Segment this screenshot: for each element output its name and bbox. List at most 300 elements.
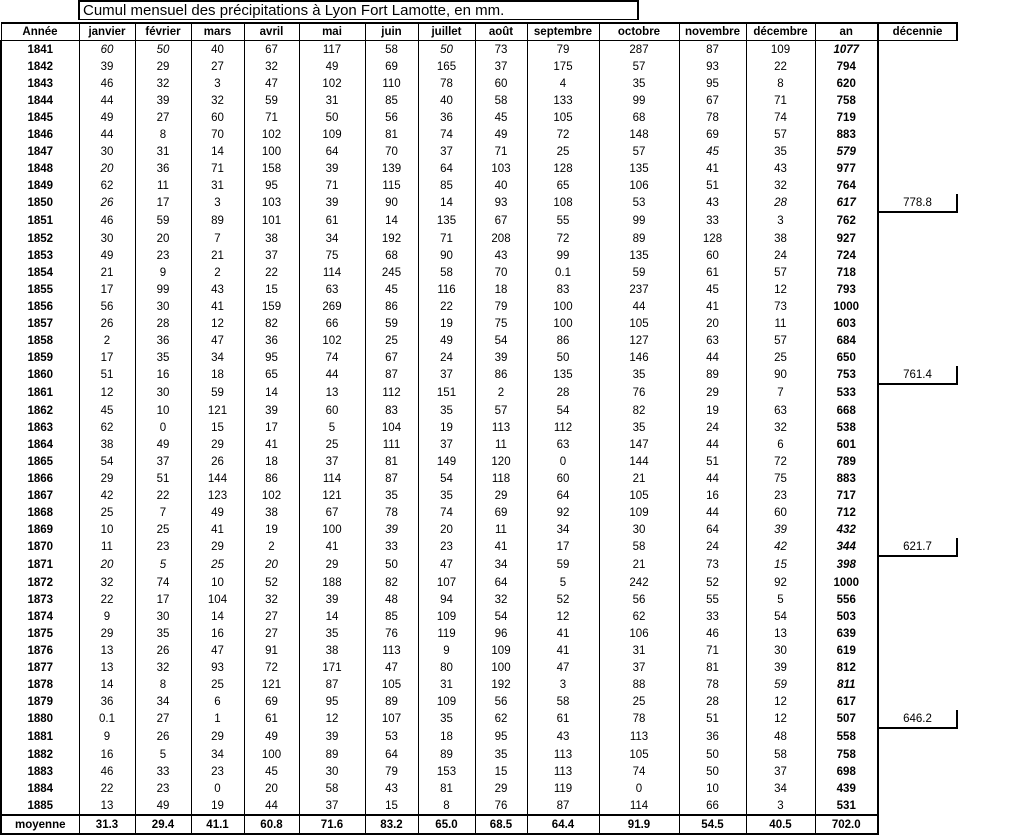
value-cell: 63: [746, 402, 815, 419]
annual-total-cell: 762: [815, 212, 878, 230]
value-cell: 11: [135, 177, 191, 194]
value-cell: 87: [679, 41, 746, 59]
value-cell: 18: [244, 453, 299, 470]
value-cell: 100: [527, 315, 599, 332]
annual-total-cell: 579: [815, 143, 878, 160]
year-cell: 1870: [1, 538, 79, 556]
value-cell: 64: [299, 143, 365, 160]
value-cell: 63: [527, 436, 599, 453]
value-cell: 61: [299, 212, 365, 230]
value-cell: 34: [527, 521, 599, 538]
value-cell: 70: [191, 126, 244, 143]
value-cell: 89: [418, 746, 475, 763]
value-cell: 8: [135, 676, 191, 693]
decade-average-cell: [878, 160, 957, 177]
value-cell: 38: [244, 504, 299, 521]
value-cell: 31: [599, 642, 679, 659]
value-cell: 287: [599, 41, 679, 59]
value-cell: 17: [135, 194, 191, 212]
table-row: [1, 298, 957, 315]
annual-total-cell: 619: [815, 642, 878, 659]
value-cell: 45: [475, 109, 527, 126]
value-cell: 37: [418, 436, 475, 453]
value-cell: 58: [365, 41, 418, 59]
value-cell: 39: [299, 194, 365, 212]
value-cell: 1: [191, 710, 244, 728]
value-cell: 60: [527, 470, 599, 487]
table-row: [1, 109, 957, 126]
annual-total-cell: 620: [815, 75, 878, 92]
table-row: [1, 75, 957, 92]
annual-total-cell: 753: [815, 366, 878, 384]
value-cell: 51: [679, 710, 746, 728]
value-cell: 45: [79, 402, 135, 419]
value-cell: 39: [746, 659, 815, 676]
value-cell: 109: [418, 693, 475, 710]
value-cell: 104: [365, 419, 418, 436]
column-header: mars: [191, 23, 244, 41]
value-cell: 59: [244, 92, 299, 109]
value-cell: 41: [679, 298, 746, 315]
decade-average-cell: [878, 332, 957, 349]
value-cell: 25: [79, 504, 135, 521]
value-cell: 26: [79, 315, 135, 332]
annual-total-cell: 712: [815, 504, 878, 521]
table-row: [1, 746, 957, 763]
value-cell: 61: [679, 264, 746, 281]
value-cell: 35: [135, 625, 191, 642]
value-cell: 118: [475, 470, 527, 487]
value-cell: 32: [475, 591, 527, 608]
value-cell: 52: [679, 574, 746, 591]
value-cell: 2: [244, 538, 299, 556]
value-cell: 14: [79, 676, 135, 693]
value-cell: 24: [418, 349, 475, 366]
year-cell: 1861: [1, 384, 79, 402]
annual-total-cell: 719: [815, 109, 878, 126]
value-cell: 21: [79, 264, 135, 281]
value-cell: 46: [79, 75, 135, 92]
value-cell: 175: [527, 58, 599, 75]
value-cell: 47: [191, 642, 244, 659]
value-cell: 58: [527, 693, 599, 710]
value-cell: 17: [79, 349, 135, 366]
value-cell: 112: [365, 384, 418, 402]
value-cell: 0: [191, 780, 244, 797]
table-row: [1, 710, 957, 728]
value-cell: 9: [135, 264, 191, 281]
value-cell: 5: [527, 574, 599, 591]
value-cell: 87: [365, 470, 418, 487]
table-row: [1, 470, 957, 487]
value-cell: 31: [135, 143, 191, 160]
decade-average-cell: [878, 436, 957, 453]
average-value: 54.5: [679, 815, 746, 834]
year-cell: 1850: [1, 194, 79, 212]
value-cell: 37: [135, 453, 191, 470]
year-cell: 1844: [1, 92, 79, 109]
value-cell: 192: [475, 676, 527, 693]
value-cell: 62: [475, 710, 527, 728]
decade-average-cell: [878, 230, 957, 247]
average-value: 65.0: [418, 815, 475, 834]
value-cell: 106: [599, 625, 679, 642]
value-cell: 70: [365, 143, 418, 160]
value-cell: 90: [418, 247, 475, 264]
annual-total-cell: 724: [815, 247, 878, 264]
column-header: décembre: [746, 23, 815, 41]
value-cell: 102: [244, 126, 299, 143]
value-cell: 49: [79, 109, 135, 126]
value-cell: 30: [746, 642, 815, 659]
decade-average-cell: [878, 109, 957, 126]
value-cell: 23: [191, 763, 244, 780]
annual-total-cell: 927: [815, 230, 878, 247]
average-value: 91.9: [599, 815, 679, 834]
value-cell: 75: [475, 315, 527, 332]
decade-average-cell: [878, 247, 957, 264]
value-cell: 41: [527, 642, 599, 659]
value-cell: 13: [746, 625, 815, 642]
annual-total-cell: 793: [815, 281, 878, 298]
value-cell: 32: [191, 92, 244, 109]
value-cell: 37: [244, 247, 299, 264]
value-cell: 100: [527, 298, 599, 315]
table-row: [1, 247, 957, 264]
value-cell: 50: [527, 349, 599, 366]
value-cell: 73: [679, 556, 746, 574]
value-cell: 19: [418, 419, 475, 436]
value-cell: 38: [79, 436, 135, 453]
value-cell: 10: [79, 521, 135, 538]
value-cell: 101: [244, 212, 299, 230]
value-cell: 107: [365, 710, 418, 728]
value-cell: 107: [418, 574, 475, 591]
annual-total-cell: 1000: [815, 574, 878, 591]
value-cell: 55: [679, 591, 746, 608]
value-cell: 39: [79, 58, 135, 75]
value-cell: 32: [79, 574, 135, 591]
value-cell: 62: [79, 419, 135, 436]
value-cell: 50: [135, 41, 191, 59]
value-cell: 113: [475, 419, 527, 436]
value-cell: 9: [418, 642, 475, 659]
value-cell: 41: [527, 625, 599, 642]
table-row: [1, 212, 957, 230]
table-row: [1, 453, 957, 470]
value-cell: 46: [679, 625, 746, 642]
value-cell: 60: [299, 402, 365, 419]
value-cell: 28: [527, 384, 599, 402]
value-cell: 8: [418, 797, 475, 815]
value-cell: 35: [135, 349, 191, 366]
table-row: [1, 194, 957, 212]
decade-average-cell: [878, 797, 957, 815]
value-cell: 82: [244, 315, 299, 332]
value-cell: 8: [746, 75, 815, 92]
value-cell: 11: [475, 436, 527, 453]
value-cell: 50: [679, 763, 746, 780]
value-cell: 15: [244, 281, 299, 298]
value-cell: 49: [79, 247, 135, 264]
year-cell: 1884: [1, 780, 79, 797]
annual-total-cell: 507: [815, 710, 878, 728]
value-cell: 42: [79, 487, 135, 504]
column-header: juillet: [418, 23, 475, 41]
value-cell: 76: [475, 797, 527, 815]
value-cell: 68: [365, 247, 418, 264]
value-cell: 153: [418, 763, 475, 780]
value-cell: 105: [365, 676, 418, 693]
value-cell: 0.1: [79, 710, 135, 728]
value-cell: 12: [191, 315, 244, 332]
column-header: janvier: [79, 23, 135, 41]
value-cell: 36: [135, 160, 191, 177]
decade-average-cell: [878, 591, 957, 608]
average-value: 29.4: [135, 815, 191, 834]
value-cell: 96: [475, 625, 527, 642]
decade-average-cell: [878, 212, 957, 230]
value-cell: 93: [475, 194, 527, 212]
value-cell: 11: [79, 538, 135, 556]
value-cell: 19: [191, 797, 244, 815]
annual-total-cell: 698: [815, 763, 878, 780]
annual-total-cell: 977: [815, 160, 878, 177]
value-cell: 57: [746, 264, 815, 281]
value-cell: 90: [365, 194, 418, 212]
year-cell: 1868: [1, 504, 79, 521]
value-cell: 26: [191, 453, 244, 470]
value-cell: 34: [475, 556, 527, 574]
value-cell: 121: [299, 487, 365, 504]
value-cell: 75: [299, 247, 365, 264]
value-cell: 43: [191, 281, 244, 298]
value-cell: 6: [191, 693, 244, 710]
value-cell: 40: [475, 177, 527, 194]
value-cell: 109: [299, 126, 365, 143]
value-cell: 106: [599, 177, 679, 194]
value-cell: 81: [365, 453, 418, 470]
table-row: [1, 230, 957, 247]
column-header: mai: [299, 23, 365, 41]
value-cell: 39: [244, 402, 299, 419]
value-cell: 15: [365, 797, 418, 815]
value-cell: 5: [135, 556, 191, 574]
value-cell: 38: [244, 230, 299, 247]
value-cell: 44: [299, 366, 365, 384]
value-cell: 82: [365, 574, 418, 591]
value-cell: 165: [418, 58, 475, 75]
value-cell: 54: [746, 608, 815, 625]
value-cell: 52: [244, 574, 299, 591]
value-cell: 25: [365, 332, 418, 349]
value-cell: 112: [527, 419, 599, 436]
value-cell: 13: [79, 659, 135, 676]
value-cell: 41: [679, 160, 746, 177]
annual-total-cell: 794: [815, 58, 878, 75]
value-cell: 43: [527, 728, 599, 746]
table-row: [1, 574, 957, 591]
year-cell: 1863: [1, 419, 79, 436]
value-cell: 10: [191, 574, 244, 591]
decade-average-cell: [878, 746, 957, 763]
table-row: [1, 591, 957, 608]
value-cell: 53: [599, 194, 679, 212]
decade-average-cell: 761.4: [878, 366, 957, 384]
value-cell: 59: [599, 264, 679, 281]
year-cell: 1872: [1, 574, 79, 591]
value-cell: 60: [679, 247, 746, 264]
value-cell: 16: [79, 746, 135, 763]
value-cell: 117: [299, 41, 365, 59]
value-cell: 74: [418, 126, 475, 143]
table-row: [1, 728, 957, 746]
value-cell: 55: [527, 212, 599, 230]
value-cell: 13: [299, 384, 365, 402]
value-cell: 99: [599, 92, 679, 109]
value-cell: 151: [418, 384, 475, 402]
value-cell: 76: [365, 625, 418, 642]
value-cell: 73: [475, 41, 527, 59]
value-cell: 89: [365, 693, 418, 710]
value-cell: 12: [527, 608, 599, 625]
value-cell: 33: [135, 763, 191, 780]
value-cell: 242: [599, 574, 679, 591]
value-cell: 39: [746, 521, 815, 538]
decade-average-cell: [878, 556, 957, 574]
value-cell: 56: [475, 693, 527, 710]
value-cell: 48: [365, 591, 418, 608]
table-row: [1, 315, 957, 332]
value-cell: 39: [475, 349, 527, 366]
value-cell: 116: [418, 281, 475, 298]
value-cell: 47: [527, 659, 599, 676]
table-row: [1, 281, 957, 298]
year-cell: 1878: [1, 676, 79, 693]
value-cell: 12: [79, 384, 135, 402]
value-cell: 208: [475, 230, 527, 247]
value-cell: 64: [679, 521, 746, 538]
value-cell: 128: [527, 160, 599, 177]
value-cell: 57: [746, 126, 815, 143]
value-cell: 10: [135, 402, 191, 419]
value-cell: 10: [679, 780, 746, 797]
year-cell: 1869: [1, 521, 79, 538]
value-cell: 89: [679, 366, 746, 384]
value-cell: 25: [299, 436, 365, 453]
value-cell: 64: [418, 160, 475, 177]
value-cell: 72: [527, 230, 599, 247]
value-cell: 12: [746, 710, 815, 728]
decade-average-cell: [878, 487, 957, 504]
value-cell: 4: [527, 75, 599, 92]
value-cell: 44: [679, 436, 746, 453]
value-cell: 85: [365, 92, 418, 109]
value-cell: 35: [418, 487, 475, 504]
table-row: [1, 763, 957, 780]
value-cell: 146: [599, 349, 679, 366]
value-cell: 0: [527, 453, 599, 470]
value-cell: 61: [244, 710, 299, 728]
year-cell: 1860: [1, 366, 79, 384]
annual-total-cell: 603: [815, 315, 878, 332]
decade-average-cell: [878, 659, 957, 676]
value-cell: 95: [244, 177, 299, 194]
value-cell: 49: [299, 58, 365, 75]
value-cell: 3: [746, 797, 815, 815]
value-cell: 56: [599, 591, 679, 608]
value-cell: 41: [475, 538, 527, 556]
value-cell: 11: [475, 521, 527, 538]
annual-total-cell: 812: [815, 659, 878, 676]
year-cell: 1857: [1, 315, 79, 332]
value-cell: 73: [746, 298, 815, 315]
value-cell: 148: [599, 126, 679, 143]
value-cell: 29: [475, 780, 527, 797]
value-cell: 89: [599, 230, 679, 247]
year-cell: 1859: [1, 349, 79, 366]
value-cell: 37: [299, 797, 365, 815]
value-cell: 5: [746, 591, 815, 608]
value-cell: 36: [679, 728, 746, 746]
value-cell: 38: [299, 642, 365, 659]
value-cell: 71: [299, 177, 365, 194]
value-cell: 85: [418, 177, 475, 194]
value-cell: 123: [191, 487, 244, 504]
value-cell: 41: [299, 538, 365, 556]
value-cell: 40: [418, 92, 475, 109]
value-cell: 45: [679, 281, 746, 298]
table-row: [1, 126, 957, 143]
value-cell: 15: [746, 556, 815, 574]
annual-total-cell: 718: [815, 264, 878, 281]
value-cell: 67: [475, 212, 527, 230]
table-row: [1, 642, 957, 659]
value-cell: 14: [191, 608, 244, 625]
value-cell: 35: [746, 143, 815, 160]
value-cell: 29: [191, 538, 244, 556]
value-cell: 47: [365, 659, 418, 676]
value-cell: 51: [135, 470, 191, 487]
table-row: [1, 693, 957, 710]
table-row: [1, 659, 957, 676]
value-cell: 0.1: [527, 264, 599, 281]
table-row: [1, 797, 957, 815]
value-cell: 100: [244, 143, 299, 160]
annual-total-cell: 344: [815, 538, 878, 556]
value-cell: 19: [244, 521, 299, 538]
decade-average-cell: [878, 693, 957, 710]
value-cell: 93: [679, 58, 746, 75]
value-cell: 54: [79, 453, 135, 470]
value-cell: 17: [527, 538, 599, 556]
value-cell: 71: [191, 160, 244, 177]
value-cell: 46: [79, 212, 135, 230]
value-cell: 68: [599, 109, 679, 126]
value-cell: 20: [244, 556, 299, 574]
value-cell: 16: [679, 487, 746, 504]
year-cell: 1848: [1, 160, 79, 177]
value-cell: 28: [679, 693, 746, 710]
year-cell: 1875: [1, 625, 79, 642]
value-cell: 29: [191, 436, 244, 453]
value-cell: 69: [244, 693, 299, 710]
value-cell: 49: [135, 797, 191, 815]
decade-average-cell: [878, 177, 957, 194]
value-cell: 3: [527, 676, 599, 693]
column-header: avril: [244, 23, 299, 41]
year-cell: 1854: [1, 264, 79, 281]
